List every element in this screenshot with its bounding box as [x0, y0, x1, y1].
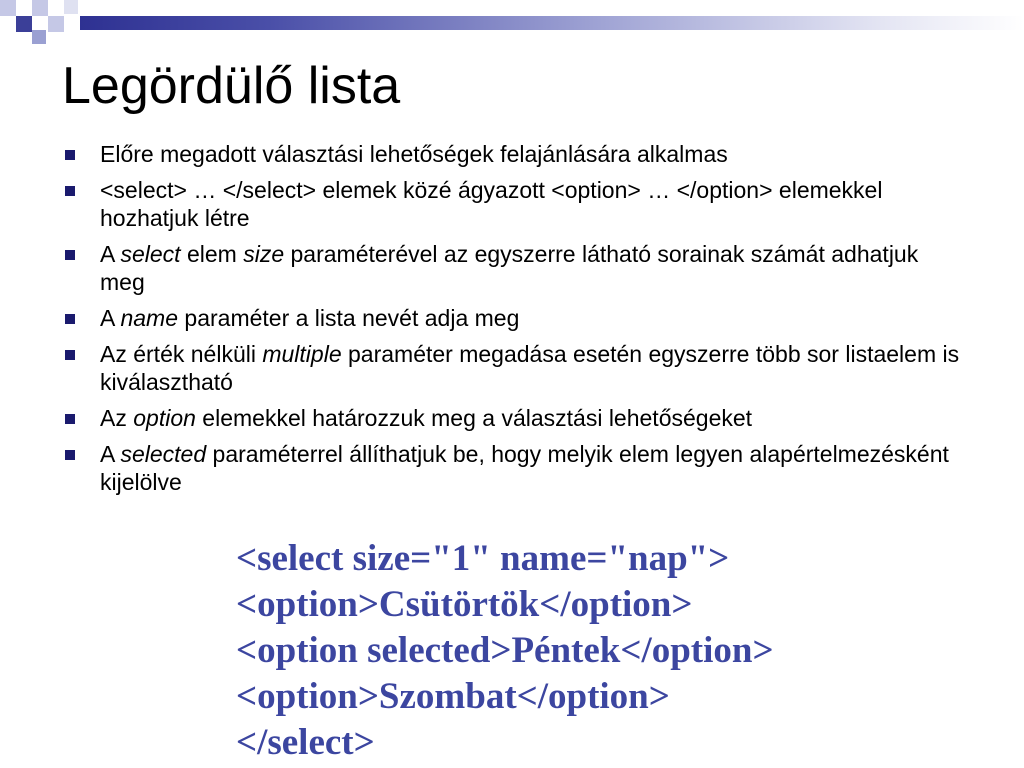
- bullet-text: <select> … </select> elemek közé ágyazott <option> … </option> elemekkel hozhatjuk létre: [100, 177, 883, 231]
- bullet-marker-icon: [65, 186, 75, 196]
- bullet-text-italic: select: [120, 241, 181, 267]
- bullet-item: [62, 304, 962, 332]
- bullet-text: Előre megadott választási lehetőségek felajánlására alkalmas: [100, 141, 728, 167]
- bullet-text: paraméterrel állíthatjuk be, hogy melyik elem legyen alapértelmezésként kijelölve: [100, 441, 949, 495]
- code-line: <option>Szombat</option>: [236, 676, 670, 717]
- code-line: </select>: [236, 722, 375, 763]
- code-line: <option>Csütörtök</option>: [236, 584, 693, 625]
- bullet-text: elemekkel határozzuk meg a választási lehetőségeket: [195, 405, 753, 431]
- bullet-item: [62, 140, 962, 168]
- decorative-square: [0, 0, 16, 16]
- bullet-text: elem: [180, 241, 244, 267]
- bullet-marker-icon: [65, 314, 75, 324]
- slide-title: Legördülő lista: [62, 57, 401, 115]
- bullet-text: Az érték nélküli: [100, 341, 263, 367]
- bullet-item: [62, 440, 962, 496]
- code-example: [236, 536, 774, 766]
- decorative-square: [32, 30, 46, 44]
- bullet-marker-icon: [65, 350, 75, 360]
- decorative-square: [48, 16, 64, 32]
- bullet-marker-icon: [65, 150, 75, 160]
- bullet-text-italic: size: [243, 241, 285, 267]
- bullet-item: [62, 240, 962, 296]
- bullet-text-italic: selected: [120, 441, 207, 467]
- bullet-marker-icon: [65, 414, 75, 424]
- bullet-text: A: [100, 441, 121, 467]
- bullet-item: [62, 404, 962, 432]
- decorative-square: [16, 0, 32, 16]
- bullet-text: A: [100, 241, 121, 267]
- bullet-text: paraméter a lista nevét adja meg: [178, 305, 520, 331]
- bullet-text: Az: [100, 405, 134, 431]
- code-line: <option selected>Péntek</option>: [236, 630, 774, 671]
- decorative-square: [64, 0, 78, 14]
- bullet-text-italic: name: [120, 305, 179, 331]
- bullet-text: A: [100, 305, 121, 331]
- bullet-text-italic: multiple: [262, 341, 342, 367]
- bullet-list: [62, 140, 962, 504]
- bullet-text: paraméterével az egyszerre látható sorainak számát adhatjuk meg: [100, 241, 919, 295]
- code-line: <select size="1" name="nap">: [236, 538, 730, 579]
- bullet-item: [62, 176, 962, 232]
- bullet-marker-icon: [65, 250, 75, 260]
- bullet-text: paraméter megadása esetén egyszerre több sor listaelem is kiválasztható: [100, 341, 960, 395]
- bullet-item: [62, 340, 962, 396]
- bullet-marker-icon: [65, 450, 75, 460]
- decorative-square: [32, 0, 48, 16]
- bullet-text-italic: option: [133, 405, 196, 431]
- header-gradient-bar: [80, 16, 1024, 30]
- decorative-square: [16, 16, 32, 32]
